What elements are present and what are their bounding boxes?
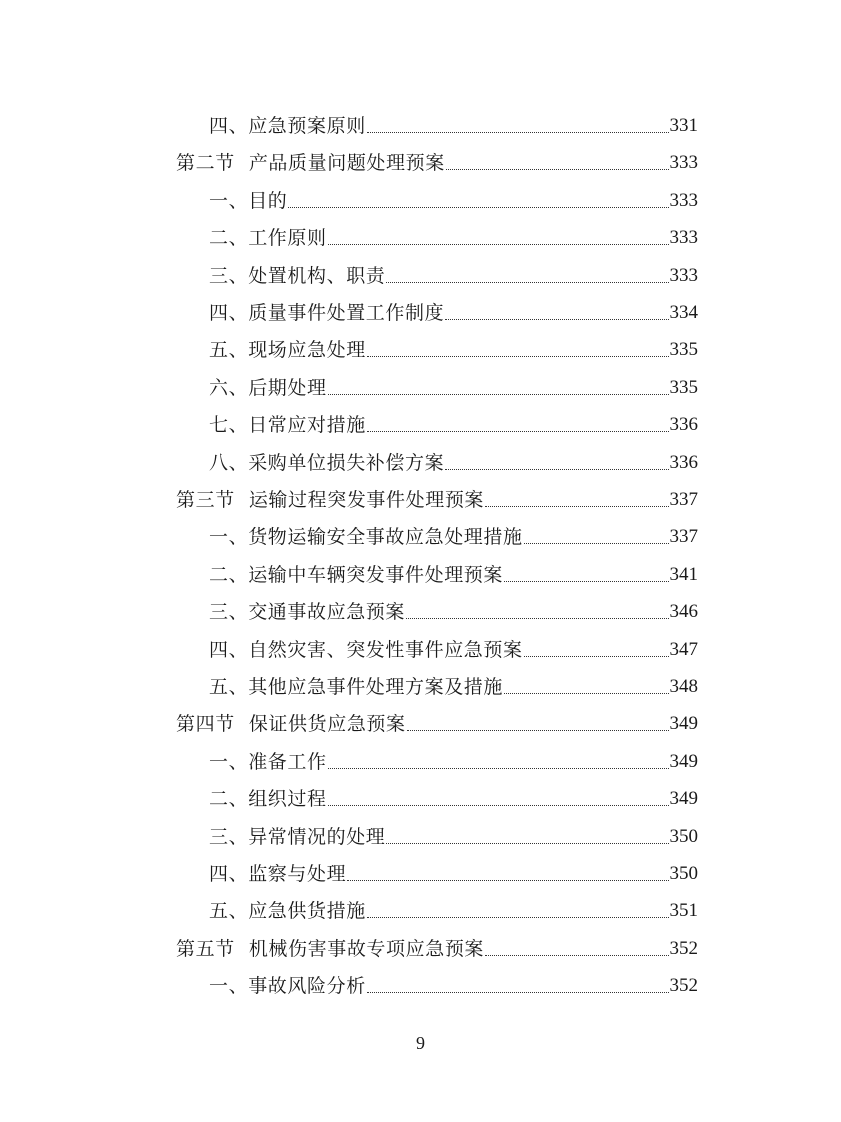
- dot-leader: [485, 506, 668, 507]
- toc-entry[interactable]: [209, 213, 698, 250]
- toc-section-label: 第四节: [176, 713, 235, 736]
- toc-entry-title: 四、监察与处理: [209, 863, 347, 885]
- dot-leader: [446, 169, 669, 170]
- toc-entry-page: 335: [669, 376, 698, 398]
- toc-entry[interactable]: [209, 886, 698, 923]
- toc-entry-page: 336: [669, 414, 698, 436]
- toc-entry-title: [176, 937, 484, 961]
- toc-entry-page: 349: [669, 750, 698, 772]
- toc-entry-title: 三、处置机构、职责: [209, 264, 386, 287]
- toc-entry-title: 八、采购单位损失补偿方案: [209, 451, 445, 474]
- toc-entry-title: [176, 151, 445, 175]
- toc-entry-title: 二、组织过程: [209, 788, 327, 811]
- toc-entry[interactable]: [176, 699, 698, 736]
- dot-leader: [407, 730, 669, 731]
- toc-entry-page: 333: [669, 227, 698, 249]
- dot-leader: [524, 656, 669, 657]
- dot-leader: [328, 768, 669, 769]
- toc-entry[interactable]: [209, 961, 698, 998]
- toc-entry[interactable]: [209, 325, 698, 362]
- toc-section-label: 第五节: [176, 937, 235, 960]
- toc-entry-page: 333: [669, 264, 698, 286]
- toc-entry-page: 352: [669, 975, 698, 997]
- dot-leader: [347, 880, 668, 881]
- toc-entry-page: 349: [669, 788, 698, 810]
- dot-leader: [367, 356, 669, 357]
- toc-entry[interactable]: [176, 475, 698, 512]
- toc-entry[interactable]: [209, 849, 698, 886]
- toc-entry[interactable]: [209, 774, 698, 811]
- toc-entry-page: 348: [669, 676, 698, 697]
- toc-entry[interactable]: [176, 138, 698, 175]
- toc-entry-page: 350: [669, 863, 698, 884]
- toc-entry-page: 346: [669, 601, 698, 623]
- dot-leader: [485, 955, 668, 956]
- toc-entry[interactable]: [209, 438, 698, 475]
- toc-entry-page: 350: [669, 825, 698, 847]
- dot-leader: [367, 132, 669, 133]
- toc-entry-page: 347: [669, 638, 698, 660]
- toc-entry[interactable]: [209, 550, 698, 587]
- toc-entry[interactable]: [209, 176, 698, 213]
- toc-entry-title: 四、自然灾害、突发性事件应急预案: [209, 638, 523, 661]
- dot-leader: [406, 618, 668, 619]
- toc-entry[interactable]: [209, 400, 698, 437]
- toc-entry-title: 四、应急预案原则: [209, 115, 366, 137]
- toc-entry-page: 335: [669, 339, 698, 361]
- toc-entry-page: 334: [669, 302, 698, 323]
- toc-entry-page: 337: [669, 526, 698, 548]
- toc-entry-title: 四、质量事件处置工作制度: [209, 302, 445, 324]
- dot-leader: [367, 917, 669, 918]
- toc-entry-title: 五、其他应急事件处理方案及措施: [209, 676, 504, 698]
- toc-entry-title: 一、货物运输安全事故应急处理措施: [209, 526, 523, 549]
- dot-leader: [445, 469, 668, 470]
- toc-entry-title: 一、准备工作: [209, 750, 327, 773]
- toc-entry[interactable]: [209, 737, 698, 774]
- toc-entry-title: 三、交通事故应急预案: [209, 601, 406, 624]
- toc-entry-title: 二、工作原则: [209, 227, 327, 250]
- toc-entry-page: 336: [669, 451, 698, 473]
- toc-entry-page: 337: [669, 489, 698, 510]
- toc-entry-title: [176, 488, 484, 512]
- toc-entry-title: [176, 712, 406, 736]
- toc-entry[interactable]: [209, 363, 698, 400]
- toc-entry[interactable]: [209, 662, 698, 699]
- dot-leader: [367, 431, 669, 432]
- toc-section-label: 第三节: [176, 489, 235, 511]
- toc-entry-page: 333: [669, 152, 698, 174]
- toc-entry-page: 351: [669, 900, 698, 922]
- dot-leader: [328, 394, 669, 395]
- toc-entry-page: 349: [669, 713, 698, 735]
- toc-entry-title: 一、事故风险分析: [209, 975, 366, 998]
- toc-entry[interactable]: [209, 512, 698, 549]
- toc-entry-title: 一、目的: [209, 189, 288, 212]
- dot-leader: [386, 843, 668, 844]
- toc-entry-title: 二、运输中车辆突发事件处理预案: [209, 563, 504, 586]
- toc-entry-page: 341: [669, 563, 698, 585]
- toc-section-title: 运输过程突发事件处理预案: [248, 489, 485, 511]
- toc-entry[interactable]: [209, 288, 698, 325]
- toc-entry-page: 352: [669, 937, 698, 959]
- toc-section-title: 机械伤害事故专项应急预案: [248, 937, 485, 960]
- dot-leader: [504, 693, 668, 694]
- toc-entry-title: 三、异常情况的处理: [209, 825, 386, 848]
- dot-leader: [328, 805, 669, 806]
- toc-entry[interactable]: [209, 101, 698, 138]
- toc-section-title: 产品质量问题处理预案: [248, 152, 445, 175]
- dot-leader: [524, 543, 669, 544]
- dot-leader: [504, 581, 668, 582]
- toc-entry[interactable]: [176, 924, 698, 961]
- toc-entry-title: 五、应急供货措施: [209, 900, 366, 923]
- toc-entry-page: 331: [669, 115, 698, 136]
- dot-leader: [288, 207, 668, 208]
- toc-entry-title: 五、现场应急处理: [209, 339, 366, 362]
- toc-section-title: 保证供货应急预案: [248, 713, 406, 736]
- toc-entry[interactable]: [209, 812, 698, 849]
- toc-entry-page: 333: [669, 189, 698, 211]
- toc-entry[interactable]: [209, 625, 698, 662]
- dot-leader: [328, 244, 669, 245]
- toc-entry-title: 六、后期处理: [209, 376, 327, 399]
- toc-entry[interactable]: [209, 251, 698, 288]
- dot-leader: [367, 992, 669, 993]
- toc-entry[interactable]: [209, 587, 698, 624]
- dot-leader: [386, 282, 668, 283]
- dot-leader: [445, 319, 668, 320]
- toc-entry-title: 七、日常应对措施: [209, 414, 366, 437]
- page-number: 9: [416, 1033, 425, 1053]
- toc-section-label: 第二节: [176, 152, 235, 175]
